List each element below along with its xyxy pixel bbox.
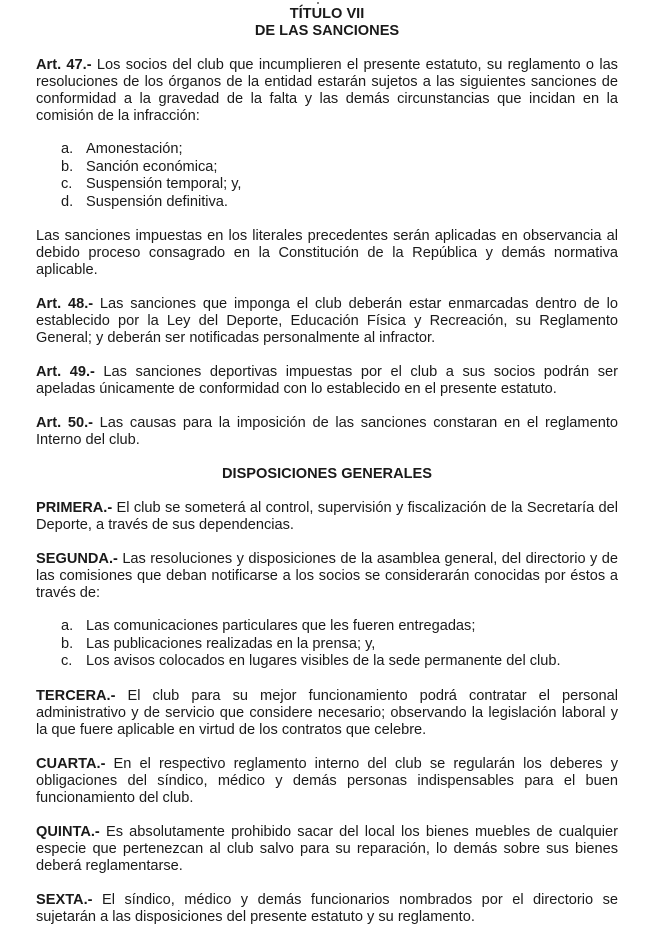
list-marker: a. [61, 141, 74, 157]
list-item [36, 653, 618, 671]
disposition-segunda [36, 551, 618, 602]
title-heading [36, 6, 618, 40]
article-47-list [36, 141, 618, 211]
section-heading: DISPOSICIONES GENERALES [221, 466, 433, 482]
article-49-label: Art. 49.- [36, 364, 95, 380]
sexta-label: SEXTA.- [36, 891, 93, 908]
list-item-text: Suspensión temporal; y, [86, 176, 242, 192]
list-marker: b. [61, 635, 74, 652]
article-50-label: Art. 50.- [36, 415, 93, 431]
primera-label: PRIMERA.- [36, 500, 113, 516]
list-marker: c. [61, 653, 73, 669]
disposition-sexta [36, 892, 618, 926]
list-marker: b. [61, 158, 74, 175]
title-line-1: TÍTULO VII [289, 6, 365, 22]
article-50 [36, 415, 618, 449]
article-49 [36, 364, 618, 398]
primera-text: El club se someterá al control, supervisión y fiscalización de la Secretaría del Deporte, a través de sus dependencias. [36, 500, 618, 533]
list-marker: c. [61, 176, 73, 192]
disposition-primera [36, 500, 618, 534]
list-item-text: Las publicaciones realizadas en la prensa; y, [86, 635, 376, 652]
article-47-text: Los socios del club que incumplieren el presente estatuto, su reglamento o las resoluciones de los órganos de la entidad estarán sujetos a las siguientes sanciones de conformidad a la gravedad de la falta y las demás circunstancias que incidan en la comisión de la infracción: [36, 57, 618, 124]
list-item [36, 141, 618, 159]
list-item [36, 176, 618, 194]
article-48-text: Las sanciones que imponga el club deberán estar enmarcadas dentro de lo establecido por la Ley del Deporte, Educación Física y Recreación, su Reglamento General; y deberán ser notificadas personalmente al infractor. [36, 296, 618, 346]
article-49-text: Las sanciones deportivas impuestas por el club a sus socios podrán ser apeladas únicamente de conformidad con lo establecido en el presente estatuto. [36, 364, 618, 397]
segunda-list [36, 618, 618, 671]
disposition-quinta [36, 824, 618, 875]
article-47-label: Art. 47.- [36, 57, 92, 73]
quinta-label: QUINTA.- [36, 823, 100, 840]
article-48-label: Art. 48.- [36, 296, 94, 312]
article-48 [36, 296, 618, 347]
list-marker: d. [61, 193, 74, 210]
cuarta-label: CUARTA.- [36, 755, 106, 772]
list-item [36, 159, 618, 177]
article-47-closing: Las sanciones impuestas en los literales precedentes serán aplicadas en observancia al debido proceso consagrado en la Constitución de la República y demás normativa aplicable. [36, 228, 618, 278]
article-50-text: Las causas para la imposición de las sanciones constaran en el reglamento Interno del club. [36, 415, 618, 448]
list-item [36, 618, 618, 636]
list-item [36, 636, 618, 654]
segunda-label: SEGUNDA.- [36, 551, 118, 567]
list-marker: a. [61, 618, 74, 634]
sexta-text: El síndico, médico y demás funcionarios nombrados por el directorio se sujetarán a las disposiciones del presente estatuto y su reglamento. [36, 891, 618, 925]
list-item-text: Amonestación; [86, 141, 183, 157]
list-item-text: Los avisos colocados en lugares visibles de la sede permanente del club. [86, 653, 561, 669]
tercera-text: El club para su mejor funcionamiento podrá contratar el personal administrativo y de servicio que considere necesario; observando la legislación laboral y la que fuere aplicable en virtud de los contratos que celebre. [36, 687, 618, 738]
segunda-text: Las resoluciones y disposiciones de la asamblea general, del directorio y de las comisiones que deban notificarse a los socios se considerarán conocidas por éstos a través de: [36, 551, 618, 601]
disposition-tercera [36, 688, 618, 739]
list-item [36, 194, 618, 212]
scan-speck [317, 2, 319, 4]
disposition-cuarta [36, 756, 618, 807]
list-item-text: Suspensión definitiva. [86, 193, 228, 210]
list-item-text: Sanción económica; [86, 158, 218, 175]
cuarta-text: En el respectivo reglamento interno del club se regularán los deberes y obligaciones del síndico, médico y demás personas indispensables para el buen funcionamiento del club. [36, 755, 618, 806]
article-47 [36, 57, 618, 125]
tercera-label: TERCERA.- [36, 687, 116, 704]
title-line-2: DE LAS SANCIONES [254, 23, 400, 39]
list-item-text: Las comunicaciones particulares que les fueren entregadas; [86, 618, 476, 634]
quinta-text: Es absolutamente prohibido sacar del local los bienes muebles de cualquier especie que pertenezcan al club salvo para su reparación, lo demás sobre sus bienes deberá reglamentarse. [36, 823, 618, 874]
